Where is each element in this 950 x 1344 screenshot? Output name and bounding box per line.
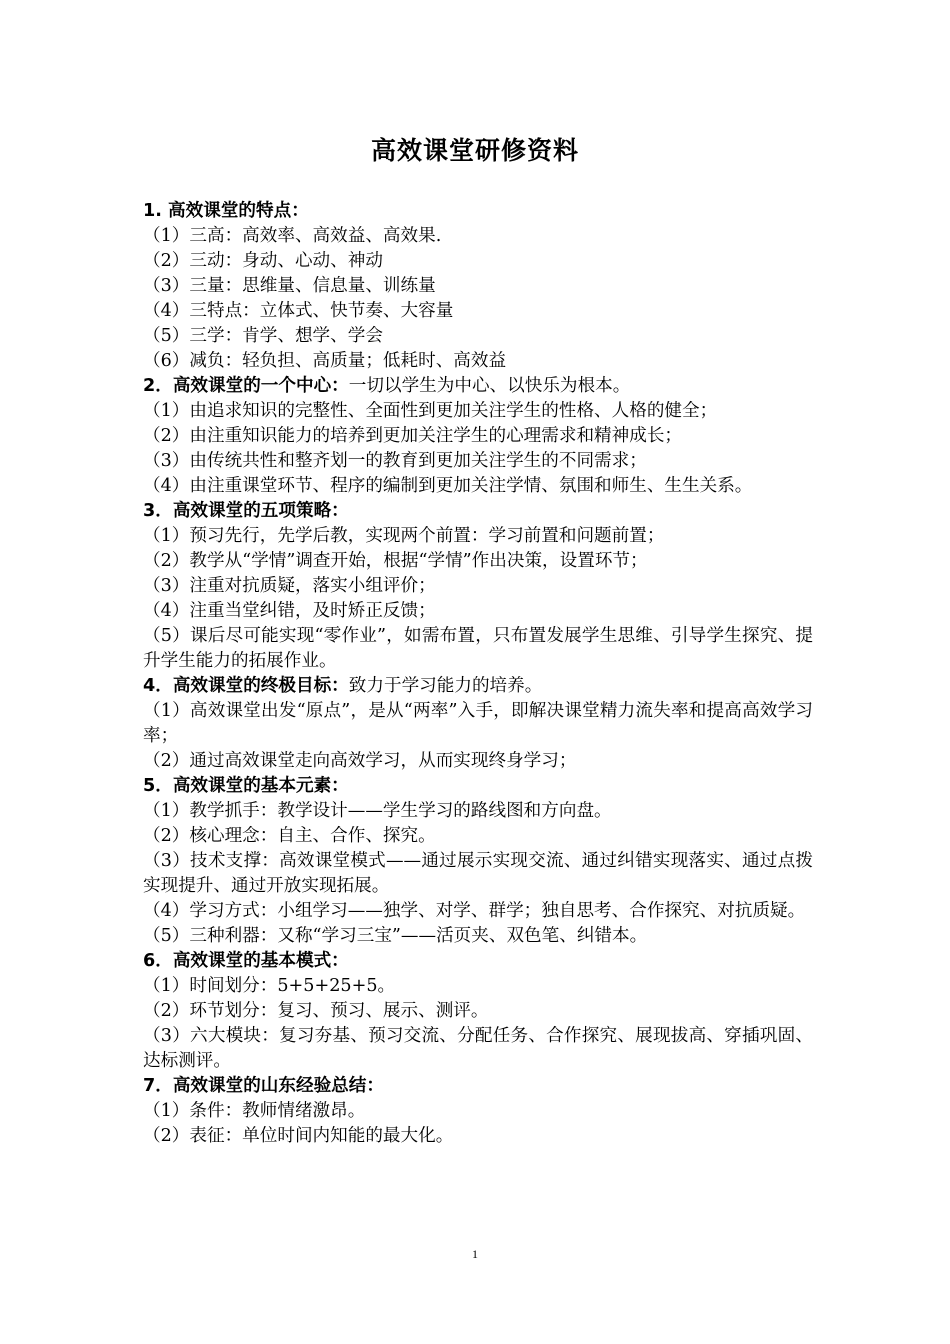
section-heading-label: 1. 高效课堂的特点： xyxy=(143,201,309,221)
list-item: （4）三特点：立体式、快节奏、大容量 xyxy=(143,301,454,321)
list-item: （1）条件：教师情绪激昂。 xyxy=(143,1101,366,1121)
list-item: （2）由注重知识能力的培养到更加关注学生的心理需求和精神成长； xyxy=(143,426,683,446)
list-item: （2）环节划分：复习、预习、展示、测评。 xyxy=(143,1001,489,1021)
section-heading xyxy=(143,1074,813,1099)
list-item: （1）由追求知识的完整性、全面性到更加关注学生的性格、人格的健全； xyxy=(143,401,718,421)
section-heading xyxy=(143,199,813,224)
list-item: （4）注重当堂纠错，及时矫正反馈； xyxy=(143,601,436,621)
list-item: （1）预习先行，先学后教，实现两个前置：学习前置和问题前置； xyxy=(143,526,665,546)
document-title: 高效课堂研修资料 xyxy=(370,136,579,165)
list-item: （3）六大模块：复习夯基、预习交流、分配任务、合作探究、展现拔高、穿插巩固、达标测评。 xyxy=(143,1026,813,1071)
list-item: （2）核心理念：自主、合作、探究。 xyxy=(143,826,436,846)
list-item: （1）高效课堂出发“原点”，是从“两率”入手，即解决课堂精力流失率和提高高效学习率； xyxy=(143,701,813,746)
section-heading-tail: 致力于学习能力的培养。 xyxy=(348,676,543,696)
list-item: （3）由传统共性和整齐划一的教育到更加关注学生的不同需求； xyxy=(143,451,647,471)
list-item: （2）表征：单位时间内知能的最大化。 xyxy=(143,1126,454,1146)
section-heading-label: 7．高效课堂的山东经验总结： xyxy=(143,1076,384,1096)
list-item: （1）教学抓手：教学设计——学生学习的路线图和方向盘。 xyxy=(143,801,612,821)
list-item: （4）学习方式：小组学习——独学、对学、群学；独自思考、合作探究、对抗质疑。 xyxy=(143,901,806,921)
list-item: （5）三种利器：又称“学习三宝”——活页夹、双色笔、纠错本。 xyxy=(143,926,648,946)
section-heading xyxy=(143,949,813,974)
document-body xyxy=(143,199,813,1149)
section-heading-label: 5．高效课堂的基本元素： xyxy=(143,776,349,796)
list-item: （5）课后尽可能实现“零作业”，如需布置，只布置发展学生思维、引导学生探究、提升学生能力的拓展作业。 xyxy=(143,626,813,671)
list-item: （3）技术支撑：高效课堂模式——通过展示实现交流、通过纠错实现落实、通过点拨实现提升、通过开放实现拓展。 xyxy=(143,851,813,896)
section-heading xyxy=(143,774,813,799)
section-heading-label: 3．高效课堂的五项策略： xyxy=(143,501,349,521)
section-heading-tail: 一切以学生为中心、以快乐为根本。 xyxy=(348,376,631,396)
section-heading-label: 4．高效课堂的终极目标： xyxy=(143,676,349,696)
list-item: （2）教学从“学情”调查开始，根据“学情”作出决策，设置环节； xyxy=(143,551,648,571)
section-heading-label: 6．高效课堂的基本模式： xyxy=(143,951,349,971)
list-item: （3）注重对抗质疑，落实小组评价； xyxy=(143,576,436,596)
section-heading xyxy=(143,374,813,399)
list-item: （2）三动：身动、心动、神动 xyxy=(143,251,383,271)
list-item: （4）由注重课堂环节、程序的编制到更加关注学情、氛围和师生、生生关系。 xyxy=(143,476,753,496)
page-number: 1 xyxy=(472,1247,478,1261)
list-item: （1）时间划分：5+5+25+5。 xyxy=(143,976,396,996)
section-heading xyxy=(143,499,813,524)
list-item: （6）减负：轻负担、高质量；低耗时、高效益 xyxy=(143,351,507,371)
list-item: （2）通过高效课堂走向高效学习，从而实现终身学习； xyxy=(143,751,577,771)
list-item: （1）三高：高效率、高效益、高效果. xyxy=(143,226,442,246)
list-item: （5）三学：肯学、想学、学会 xyxy=(143,326,383,346)
section-heading-label: 2．高效课堂的一个中心： xyxy=(143,376,349,396)
list-item: （3）三量：思维量、信息量、训练量 xyxy=(143,276,436,296)
section-heading xyxy=(143,674,813,699)
